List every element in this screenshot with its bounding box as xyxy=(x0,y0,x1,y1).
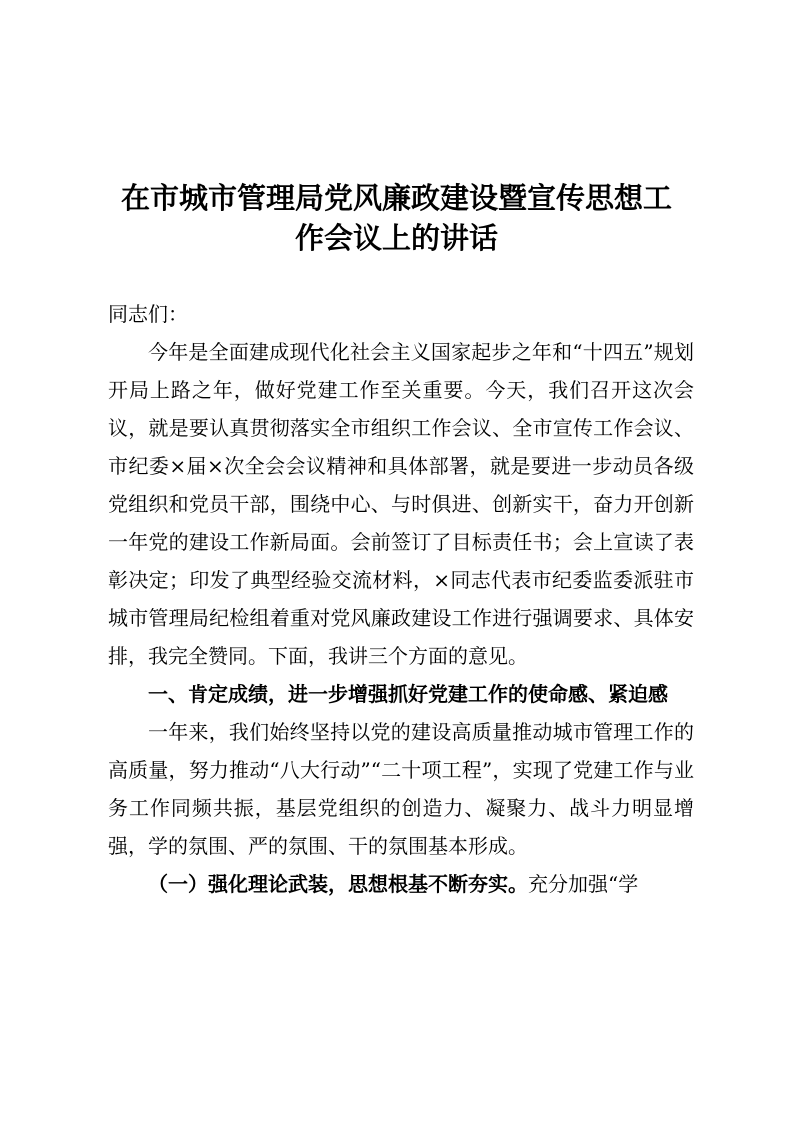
section-heading-1: 一、肯定成绩，进一步增强抓好党建工作的使命感、紧迫感 xyxy=(148,682,668,706)
document-body xyxy=(108,295,694,903)
paragraph-intro: 今年是全面建成现代化社会主义国家起步之年和“十四五”规划开局上路之年，做好党建工作至关重要。今天，我们召开这次会议，就是要认真贯彻落实全市组织工作会议、全市宣传工作会议、市纪委×届×次全会会议精神和具体部署，就是要进一步动员各级党组织和党员干部，围绕中心、与时俱进、创新实干，奋力开创新一年党的建设工作新局面。会前签订了目标责任书；会上宣读了表彰决定；印发了典型经验交流材料，×同志代表市纪委监委派驻市城市管理局纪检组着重对党风廉政建设工作进行强调要求、具体安排，我完全赞同。下面，我讲三个方面的意见。 xyxy=(108,340,694,668)
paragraph-achievements: 一年来，我们始终坚持以党的建设高质量推动城市管理工作的高质量，努力推动“八大行动”“二十项工程”，实现了党建工作与业务工作同频共振，基层党组织的创造力、凝聚力、战斗力明显增强，学的氛围、严的氛围、干的氛围基本形成。 xyxy=(108,720,694,858)
salutation: 同志们： xyxy=(108,302,188,326)
subsection-1-text: 充分加强“学 xyxy=(528,872,639,896)
document-title xyxy=(100,178,693,258)
title-line-2: 作会议上的讲话 xyxy=(294,221,498,255)
subsection-1-lead: （一）强化理论武装，思想根基不断夯实。 xyxy=(148,872,528,896)
subsection-1 xyxy=(108,865,694,903)
title-line-1: 在市城市管理局党风廉政建设暨宣传思想工 xyxy=(120,181,672,215)
